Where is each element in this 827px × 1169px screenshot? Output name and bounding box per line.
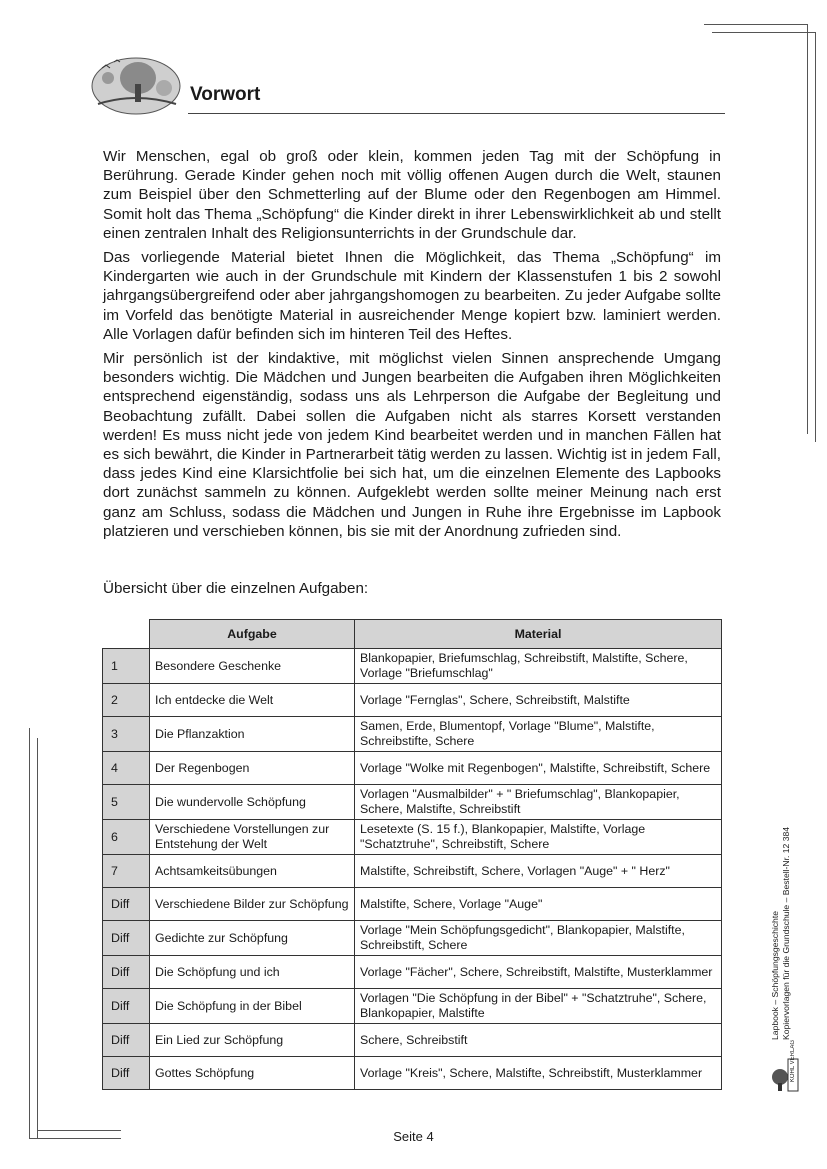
material-cell: Vorlagen "Ausmalbilder" + " Briefumschlag", Blankopapier, Schere, Malstifte, Schreibstift	[355, 785, 722, 820]
title-divider	[188, 113, 725, 114]
task-cell: Die Schöpfung in der Bibel	[150, 989, 355, 1024]
header-material: Material	[355, 620, 722, 649]
row-number-cell: 6	[103, 820, 150, 855]
row-number-cell: Diff	[103, 1057, 150, 1090]
imprint-title: Lapbook – Schöpfungsgeschichte	[770, 910, 780, 1040]
table-row	[103, 684, 722, 717]
frame-line-top-right	[712, 32, 816, 33]
table-row	[103, 1057, 722, 1090]
row-number-cell: Diff	[103, 1024, 150, 1057]
row-number-cell: 4	[103, 752, 150, 785]
material-cell: Vorlage "Kreis", Schere, Malstifte, Schreibstift, Musterklammer	[355, 1057, 722, 1090]
material-cell: Blankopapier, Briefumschlag, Schreibstift, Malstifte, Schere, Vorlage "Briefumschlag"	[355, 649, 722, 684]
row-number-cell: 1	[103, 649, 150, 684]
row-number-cell: 3	[103, 717, 150, 752]
material-cell: Malstifte, Schere, Vorlage "Auge"	[355, 888, 722, 921]
table-row	[103, 956, 722, 989]
body-text	[103, 147, 721, 546]
frame-line-left	[37, 738, 38, 1138]
task-cell: Gottes Schöpfung	[150, 1057, 355, 1090]
paragraph: Wir Menschen, egal ob groß oder klein, kommen jeden Tag mit der Schöpfung in Berührung. Gerade Kinder gehen noch mit völlig offenen Augen durch die Welt, staunen zum Beispiel über den Schmetterling auf der Blume oder den Regenbogen am Himmel. Somit holt das Thema „Schöpfung“ die Kinder direkt in ihrer Lebenswirklichkeit ab und stellt einen zentralen Inhalt des Religionsunterrichts in der Grundschule dar.	[103, 148, 721, 242]
row-number-cell: Diff	[103, 956, 150, 989]
task-cell: Gedichte zur Schöpfung	[150, 921, 355, 956]
table-row	[103, 649, 722, 684]
row-number-cell: 7	[103, 855, 150, 888]
creation-illustration-logo	[88, 48, 184, 120]
table-row	[103, 855, 722, 888]
material-cell: Vorlage "Fernglas", Schere, Schreibstift, Malstifte	[355, 684, 722, 717]
row-number-cell: Diff	[103, 989, 150, 1024]
page-title: Vorwort	[190, 84, 261, 105]
table-row	[103, 1024, 722, 1057]
imprint-subtitle: Kopiervorlagen für die Grundschule – Bestell-Nr. 12 384	[781, 826, 791, 1040]
table-row	[103, 785, 722, 820]
material-cell: Vorlagen "Die Schöpfung in der Bibel" + "Schatztruhe", Schere, Blankopapier, Malstifte	[355, 989, 722, 1024]
task-cell: Verschiedene Vorstellungen zur Entstehung der Welt	[150, 820, 355, 855]
frame-line-left	[29, 728, 30, 1138]
paragraph: Mir persönlich ist der kindaktive, mit möglichst vielen Sinnen ansprechende Umgang besonders wichtig. Die Mädchen und Jungen bearbeiten die Aufgaben ihren Möglichkeiten entsprechend eigenständig, sodass uns als Lehrperson die Aufgabe der Begleitung und Beobachtung zufällt. Dabei sollen die Aufgaben nicht als starres Korsett verstanden werden! Es muss nicht jede von jedem Kind bearbeitet werden und in manchen Fällen hat es sich bewährt, die Kinder in Partnerarbeit tätig werden zu lassen. Wichtig ist in jedem Fall, dass jedes Kind eine Klarsichtfolie bei sich hat, um die einzelnen Elemente des Lapbooks dort zunächst sammeln zu können. Aufgeklebt werden sollte meiner Meinung nach erst ganz am Schluss, sodass die Mädchen und Jungen in Ruhe ihre Ergebnisse im Lapbook platzieren und verschieben können, bis sie mit der Anordnung zufrieden sind.	[103, 350, 721, 540]
task-cell: Ich entdecke die Welt	[150, 684, 355, 717]
task-cell: Verschiedene Bilder zur Schöpfung	[150, 888, 355, 921]
row-number-cell: Diff	[103, 921, 150, 956]
material-cell: Vorlage "Mein Schöpfungsgedicht", Blankopapier, Malstifte, Schreibstift, Schere	[355, 921, 722, 956]
task-cell: Der Regenbogen	[150, 752, 355, 785]
page-number: Seite 4	[393, 1129, 434, 1144]
table-row	[103, 989, 722, 1024]
task-cell: Die wundervolle Schöpfung	[150, 785, 355, 820]
header-task: Aufgabe	[150, 620, 355, 649]
table-row	[103, 752, 722, 785]
task-cell: Besondere Geschenke	[150, 649, 355, 684]
overview-label: Übersicht über die einzelnen Aufgaben:	[103, 580, 369, 597]
row-number-cell: 5	[103, 785, 150, 820]
material-cell: Vorlage "Fächer", Schere, Schreibstift, Malstifte, Musterklammer	[355, 956, 722, 989]
frame-line-top-right	[704, 24, 808, 25]
task-table	[102, 619, 722, 1090]
task-cell: Die Pflanzaktion	[150, 717, 355, 752]
sidebar-imprint	[770, 740, 810, 1040]
table-row	[103, 820, 722, 855]
row-number-cell: Diff	[103, 888, 150, 921]
imprint-text	[770, 740, 792, 1040]
task-cell: Achtsamkeitsübungen	[150, 855, 355, 888]
task-cell: Die Schöpfung und ich	[150, 956, 355, 989]
row-number-cell: 2	[103, 684, 150, 717]
publisher-name: KOHL VERLAG	[790, 1040, 796, 1083]
material-cell: Malstifte, Schreibstift, Schere, Vorlagen "Auge" + " Herz"	[355, 855, 722, 888]
header-blank-cell	[103, 620, 150, 649]
paragraph: Das vorliegende Material bietet Ihnen die Möglichkeit, das Thema „Schöpfung“ im Kindergarten wie auch in der Grundschule mit Kindern der Klassenstufen 1 bis 2 sowohl jahrgangsübergreifend oder aber jahrgangshomogen zu bearbeiten. Zu jeder Aufgabe sollte im Vorfeld das benötigte Material in ausreichender Menge kopiert bzw. laminiert werden. Alle Vorlagen dafür befinden sich im hinteren Teil des Heftes.	[103, 249, 721, 343]
task-cell: Ein Lied zur Schöpfung	[150, 1024, 355, 1057]
table-row	[103, 888, 722, 921]
frame-line-right	[807, 24, 808, 434]
material-cell: Vorlage "Wolke mit Regenbogen", Malstifte, Schreibstift, Schere	[355, 752, 722, 785]
publisher-logo	[768, 1055, 808, 1095]
material-cell: Lesetexte (S. 15 f.), Blankopapier, Malstifte, Vorlage "Schatztruhe", Schreibstift, Schere	[355, 820, 722, 855]
table-row	[103, 717, 722, 752]
material-cell: Schere, Schreibstift	[355, 1024, 722, 1057]
table-row	[103, 921, 722, 956]
frame-line-right	[815, 32, 816, 442]
material-cell: Samen, Erde, Blumentopf, Vorlage "Blume", Malstifte, Schreibstifte, Schere	[355, 717, 722, 752]
